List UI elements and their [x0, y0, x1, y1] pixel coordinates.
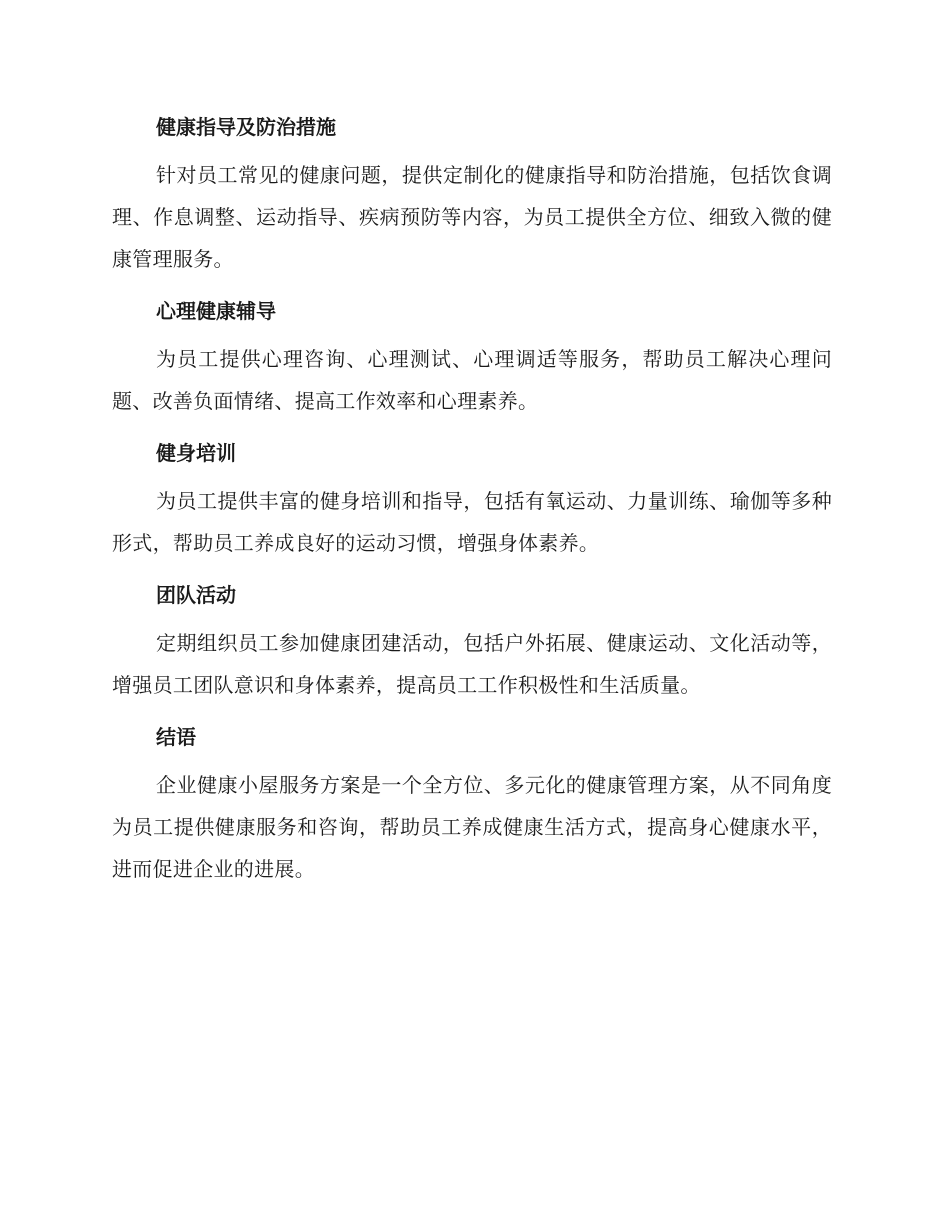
section-paragraph: 为员工提供丰富的健身培训和指导，包括有氧运动、力量训练、瑜伽等多种形式，帮助员工养成良好的运动习惯，增强身体素养。	[112, 489, 832, 555]
section-fitness-training	[112, 436, 832, 564]
section-paragraph: 企业健康小屋服务方案是一个全方位、多元化的健康管理方案，从不同角度为员工提供健康服务和咨询，帮助员工养成健康生活方式，提高身心健康水平，进而促进企业的进展。	[112, 773, 832, 881]
section-team-activities	[112, 578, 832, 706]
section-heading: 结语	[156, 725, 196, 749]
section-paragraph: 定期组织员工参加健康团建活动，包括户外拓展、健康运动、文化活动等，增强员工团队意识和身体素养，提高员工工作积极性和生活质量。	[112, 631, 832, 697]
section-heading: 心理健康辅导	[156, 299, 276, 323]
document-page	[112, 110, 832, 904]
section-health-guidance	[112, 110, 832, 280]
section-heading: 健康指导及防治措施	[156, 115, 336, 139]
section-paragraph: 为员工提供心理咨询、心理测试、心理调适等服务，帮助员工解决心理问题、改善负面情绪、提高工作效率和心理素养。	[112, 347, 832, 413]
section-heading: 健身培训	[156, 441, 236, 465]
section-mental-health	[112, 294, 832, 422]
section-heading: 团队活动	[156, 583, 236, 607]
section-paragraph: 针对员工常见的健康问题，提供定制化的健康指导和防治措施，包括饮食调理、作息调整、运动指导、疾病预防等内容，为员工提供全方位、细致入微的健康管理服务。	[112, 163, 832, 271]
section-conclusion	[112, 720, 832, 890]
